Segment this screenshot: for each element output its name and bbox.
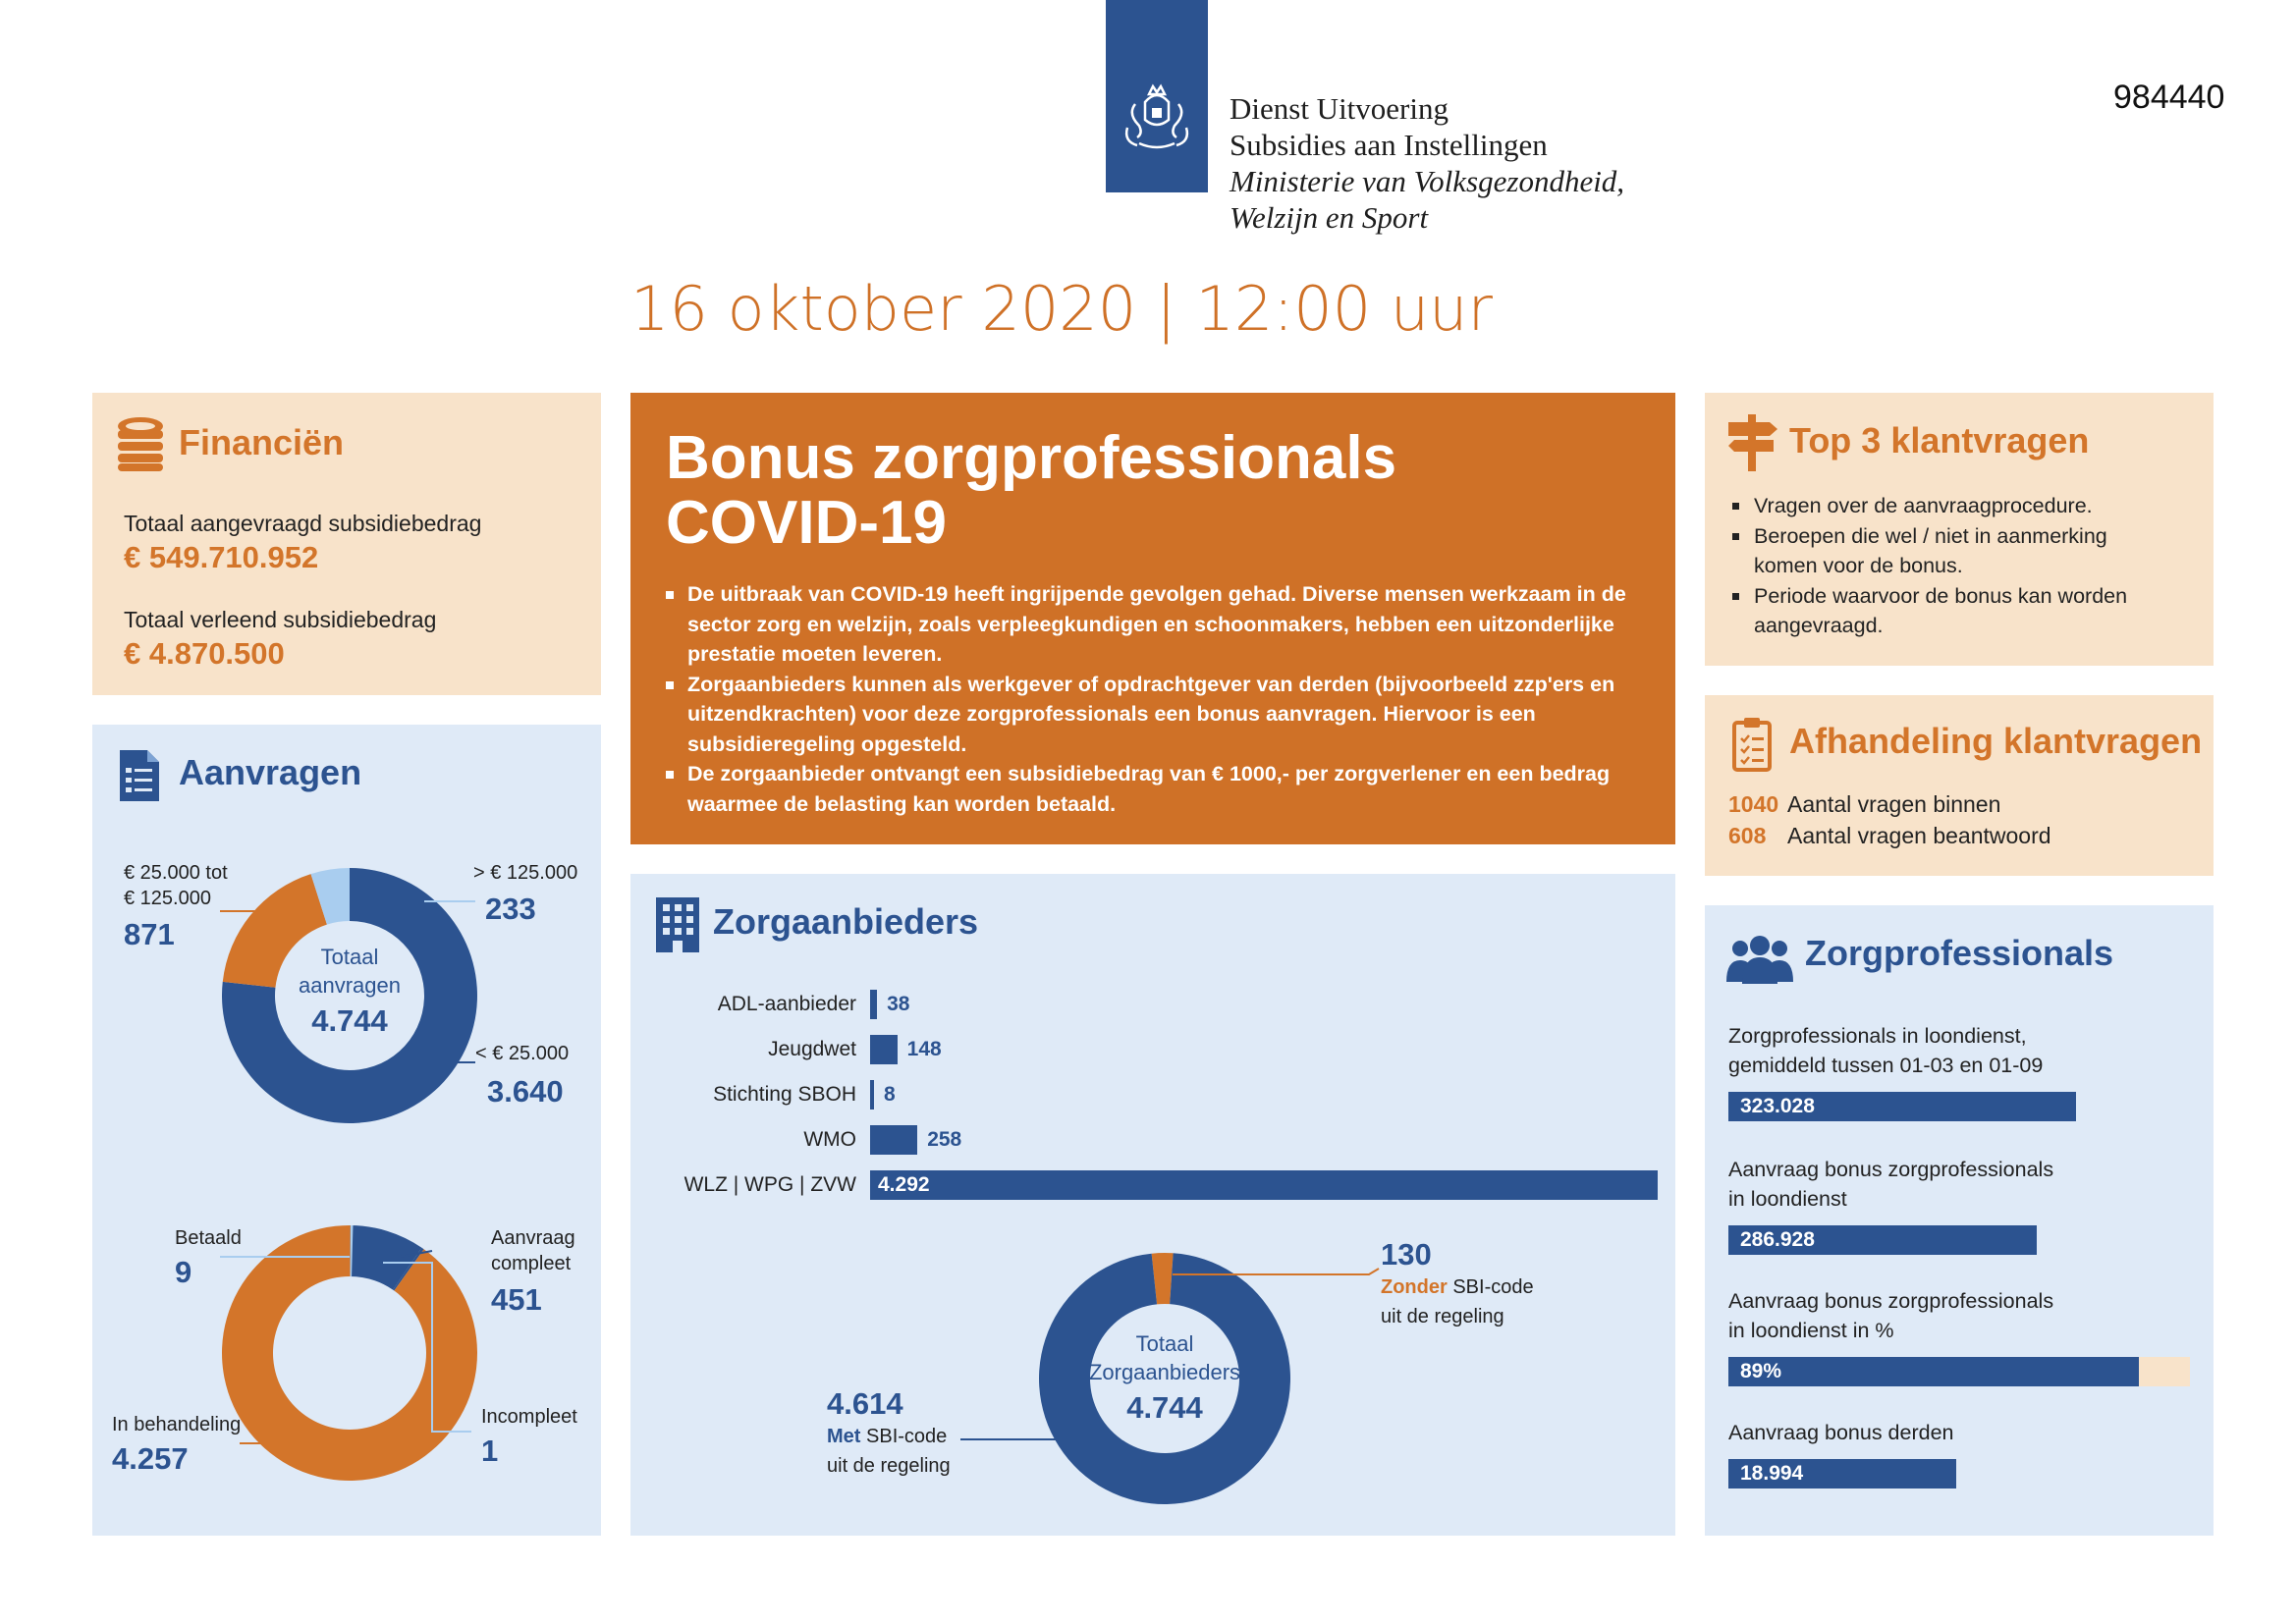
financien-panel xyxy=(92,393,601,695)
clipboard-icon xyxy=(1732,717,1772,772)
zp-label-2: in loondienst xyxy=(1728,1187,1847,1211)
top3-item: Beroepen die wel / niet in aanmerking komen voor de bonus. xyxy=(1730,521,2162,581)
zp-bar-value: 89% xyxy=(1740,1360,1782,1382)
betaald-label: Betaald xyxy=(175,1227,242,1249)
met-bold: Met xyxy=(827,1426,861,1447)
afhandeling-panel xyxy=(1705,695,2214,876)
bar-value-label: 148 xyxy=(906,1038,942,1060)
compleet-label-2: compleet xyxy=(491,1253,572,1274)
incompleet-value: 1 xyxy=(481,1434,499,1468)
zp-label: Aanvraag bonus derden xyxy=(1728,1421,1954,1444)
org-line-3: Ministerie van Volksgezondheid, xyxy=(1230,164,1625,198)
incompleet-label: Incompleet xyxy=(481,1406,577,1428)
top3-title: Top 3 klantvragen xyxy=(1789,420,2090,460)
zorgaanbieders-panel xyxy=(630,874,1675,1536)
zp-label: Zorgprofessionals in loondienst, xyxy=(1728,1024,2027,1048)
organisation-name xyxy=(1230,90,1624,236)
vragen-beantwoord-value: 608 xyxy=(1728,823,1767,848)
zorgaanbieders-title: Zorgaanbieders xyxy=(713,901,979,942)
bonus-info-panel xyxy=(630,393,1675,844)
behandeling-label: In behandeling xyxy=(112,1414,242,1435)
zonder-bold: Zonder xyxy=(1381,1276,1448,1298)
aangevraagd-value: € 549.710.952 xyxy=(124,540,319,574)
signpost-icon xyxy=(1726,414,1777,471)
zonder-rest: SBI-code xyxy=(1447,1276,1534,1298)
behandeling-value: 4.257 xyxy=(112,1441,189,1476)
vragen-binnen-label: Aantal vragen binnen xyxy=(1787,791,2001,817)
bonus-bullet: Zorgaanbieders kunnen als werkgever of opdrachtgever van derden (bijvoorbeeld zzp'ers en uitzendkrachten) voor deze zorgprofessionals een bonus aanvragen. Hiervoor is een subsidieregeling opgesteld. xyxy=(666,670,1658,760)
segment-value-high: 233 xyxy=(485,892,536,926)
bonus-bullet: De uitbraak van COVID-19 heeft ingrijpende gevolgen gehad. Diverse mensen werkzaam in de sector zorg en welzijn, zoals verpleegkundigen en schoonmakers, hebben een uitzonderlijke prestatie moeten leveren. xyxy=(666,579,1658,670)
donut3-center-label-2: Zorgaanbieders xyxy=(1088,1360,1241,1384)
compleet-label-1: Aanvraag xyxy=(491,1227,575,1249)
zorgprofessionals-title: Zorgprofessionals xyxy=(1805,933,2114,973)
compleet-value: 451 xyxy=(491,1282,542,1317)
top3-panel xyxy=(1705,393,2214,666)
zp-bar-value: 323.028 xyxy=(1740,1095,1815,1117)
donut3-leader-lines xyxy=(630,874,1675,1536)
bar-value-label: 4.292 xyxy=(878,1173,930,1196)
bar-category-label: WLZ | WPG | ZVW xyxy=(683,1173,856,1196)
top3-item: Periode waarvoor de bonus kan worden aangevraagd. xyxy=(1730,581,2162,641)
verleend-value: € 4.870.500 xyxy=(124,636,285,671)
betaald-value: 9 xyxy=(175,1255,192,1289)
segment-value-low: 3.640 xyxy=(487,1074,564,1109)
bar-value-label: 8 xyxy=(884,1083,896,1106)
aanvragen-title: Aanvragen xyxy=(179,752,362,792)
donut3-center-value: 4.744 xyxy=(1126,1390,1203,1425)
org-line-1: Dienst Uitvoering xyxy=(1230,91,1449,126)
zp-bar-value: 286.928 xyxy=(1740,1228,1815,1251)
document-number: 984440 xyxy=(2113,79,2225,116)
bar-category-label: WMO xyxy=(803,1128,856,1151)
donut1-center-label-2: aanvragen xyxy=(299,973,401,998)
bar-category-label: ADL-aanbieder xyxy=(717,993,856,1015)
zonder-label xyxy=(1381,1274,1534,1301)
met-label xyxy=(827,1424,947,1450)
org-line-2: Subsidies aan Instellingen xyxy=(1230,128,1548,162)
financien-title: Financiën xyxy=(179,422,345,462)
segment-label-low: < € 25.000 xyxy=(475,1043,570,1064)
segment-value-mid: 871 xyxy=(124,917,175,951)
bonus-bullet-list xyxy=(666,579,1658,819)
aangevraagd-label: Totaal aangevraagd subsidiebedrag xyxy=(124,511,482,536)
bar-value-label: 258 xyxy=(927,1128,962,1151)
zp-label-2: gemiddeld tussen 01-03 en 01-09 xyxy=(1728,1054,2044,1077)
org-line-4: Welzijn en Sport xyxy=(1230,200,1429,235)
report-date: 16 oktober 2020 | 12:00 uur xyxy=(630,273,1493,345)
zonder-label-2: uit de regeling xyxy=(1381,1306,1504,1327)
rijksoverheid-logo xyxy=(1106,0,1208,192)
segment-label-high: > € 125.000 xyxy=(473,862,578,884)
zp-label-2: in loondienst in % xyxy=(1728,1319,1894,1342)
zonder-value: 130 xyxy=(1381,1237,1432,1272)
zorgprofessionals-bars xyxy=(1705,905,2214,1536)
bar-category-label: Stichting SBOH xyxy=(713,1083,856,1106)
crest-icon xyxy=(1106,0,1208,192)
vragen-binnen-value: 1040 xyxy=(1728,791,1779,817)
bonus-title-line-1: Bonus zorgprofessionals xyxy=(666,424,1397,492)
zp-bar xyxy=(1728,1357,2139,1386)
zorgprofessionals-panel xyxy=(1705,905,2214,1536)
zp-label: Aanvraag bonus zorgprofessionals xyxy=(1728,1289,2054,1313)
donut1-center-value: 4.744 xyxy=(311,1003,388,1038)
verleend-label: Totaal verleend subsidiebedrag xyxy=(124,607,437,632)
vragen-beantwoord-label: Aantal vragen beantwoord xyxy=(1787,823,2051,848)
bonus-title-line-2: COVID-19 xyxy=(666,489,947,557)
donut1-center-label-1: Totaal xyxy=(320,945,379,969)
bonus-bullet: De zorgaanbieder ontvangt een subsidiebedrag van € 1000,- per zorgverlener en een bedrag waarmee de belasting kan worden betaald. xyxy=(666,759,1658,819)
zp-label: Aanvraag bonus zorgprofessionals xyxy=(1728,1158,2054,1181)
met-label-2: uit de regeling xyxy=(827,1455,951,1477)
bar-category-label: Jeugdwet xyxy=(768,1038,856,1060)
zp-bar-value: 18.994 xyxy=(1740,1462,1804,1485)
donut3-center-label-1: Totaal xyxy=(1135,1331,1194,1356)
top3-item: Vragen over de aanvraagprocedure. xyxy=(1730,491,2162,521)
bonus-title xyxy=(666,426,1396,556)
aanvragen-panel xyxy=(92,725,601,1536)
afhandeling-title: Afhandeling klantvragen xyxy=(1789,721,2203,761)
segment-label-mid-2: € 125.000 xyxy=(124,888,211,909)
coins-icon xyxy=(116,416,165,471)
met-value: 4.614 xyxy=(827,1386,903,1421)
top3-list xyxy=(1730,491,2162,641)
met-rest: SBI-code xyxy=(860,1426,948,1447)
bar-value-label: 38 xyxy=(887,993,910,1015)
segment-label-mid-1: € 25.000 tot xyxy=(124,862,228,884)
